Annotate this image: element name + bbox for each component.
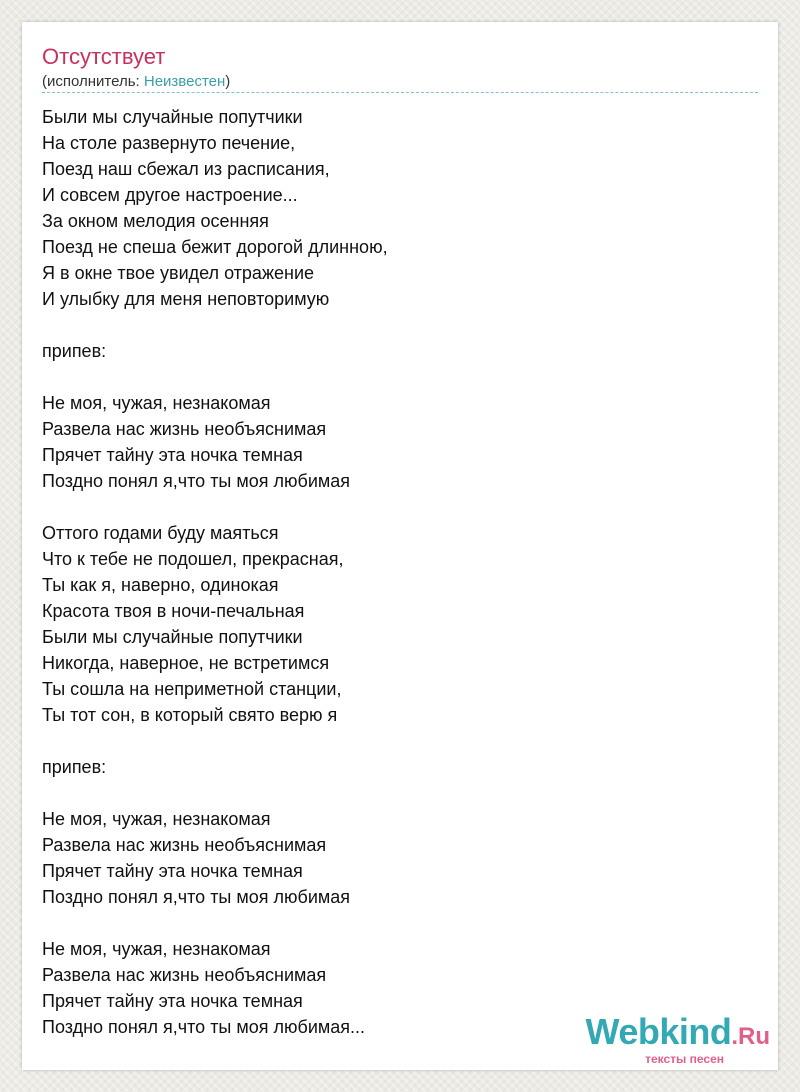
lyric-line: Оттого годами буду маяться bbox=[42, 523, 279, 543]
lyric-blank-line bbox=[42, 728, 742, 754]
brand-name: Webkind bbox=[585, 1011, 732, 1052]
lyric-line: Прячет тайну эта ночка темная bbox=[42, 445, 303, 465]
lyric-line: И улыбку для меня неповторимую bbox=[42, 289, 330, 309]
lyric-line: Были мы случайные попутчики bbox=[42, 107, 303, 127]
lyric-line: Поезд наш сбежал из расписания, bbox=[42, 159, 330, 179]
lyrics-text bbox=[42, 104, 742, 1040]
lyric-line: Поздно понял я,что ты моя любимая bbox=[42, 471, 351, 491]
brand-tld: .Ru bbox=[731, 1023, 770, 1050]
lyric-line: Не моя, чужая, незнакомая bbox=[42, 393, 271, 413]
artist-suffix: ) bbox=[225, 73, 231, 90]
lyric-line: Что к тебе не подошел, прекрасная, bbox=[42, 549, 344, 569]
lyric-blank-line bbox=[42, 780, 742, 806]
lyric-line: Не моя, чужая, незнакомая bbox=[42, 939, 271, 959]
lyric-line: Ты сошла на неприметной станции, bbox=[42, 679, 342, 699]
lyric-blank-line bbox=[42, 364, 742, 390]
lyric-line: Не моя, чужая, незнакомая bbox=[42, 809, 271, 829]
lyric-line: Никогда, наверное, не встретимся bbox=[42, 653, 330, 673]
lyric-blank-line bbox=[42, 312, 742, 338]
divider bbox=[42, 92, 758, 93]
lyric-blank-line bbox=[42, 910, 742, 936]
artist-link[interactable]: Неизвестен bbox=[143, 73, 226, 90]
lyric-blank-line bbox=[42, 494, 742, 520]
lyric-line: Развела нас жизнь необъяснимая bbox=[42, 965, 327, 985]
webkind-logo bbox=[585, 1011, 770, 1066]
lyric-line: Развела нас жизнь необъяснимая bbox=[42, 419, 327, 439]
song-title: Отсутствует bbox=[42, 44, 166, 69]
lyric-line: Красота твоя в ночи-печальная bbox=[42, 601, 305, 621]
lyric-line: Поезд не спеша бежит дорогой длинною, bbox=[42, 237, 388, 257]
lyric-line: Были мы случайные попутчики bbox=[42, 627, 303, 647]
lyrics-card bbox=[22, 22, 778, 1070]
lyric-line: Прячет тайну эта ночка темная bbox=[42, 861, 303, 881]
lyric-line: За окном мелодия осенняя bbox=[42, 211, 269, 231]
lyric-line: Прячет тайну эта ночка темная bbox=[42, 991, 303, 1011]
lyric-line: Ты как я, наверно, одинокая bbox=[42, 575, 279, 595]
lyric-line: Поздно понял я,что ты моя любимая... bbox=[42, 1017, 366, 1037]
lyric-line: припев: bbox=[42, 757, 107, 777]
brand-tagline: тексты песен bbox=[645, 1052, 724, 1066]
lyric-line: Поздно понял я,что ты моя любимая bbox=[42, 887, 351, 907]
artist-prefix: (исполнитель: bbox=[42, 73, 144, 90]
lyric-line: припев: bbox=[42, 341, 107, 361]
lyric-line: Развела нас жизнь необъяснимая bbox=[42, 835, 327, 855]
artist-line bbox=[42, 73, 230, 91]
lyric-line: Я в окне твое увидел отражение bbox=[42, 263, 315, 283]
lyric-line: Ты тот сон, в который свято верю я bbox=[42, 705, 338, 725]
lyric-line: И совсем другое настроение... bbox=[42, 185, 298, 205]
lyric-line: На столе развернуто печение, bbox=[42, 133, 296, 153]
